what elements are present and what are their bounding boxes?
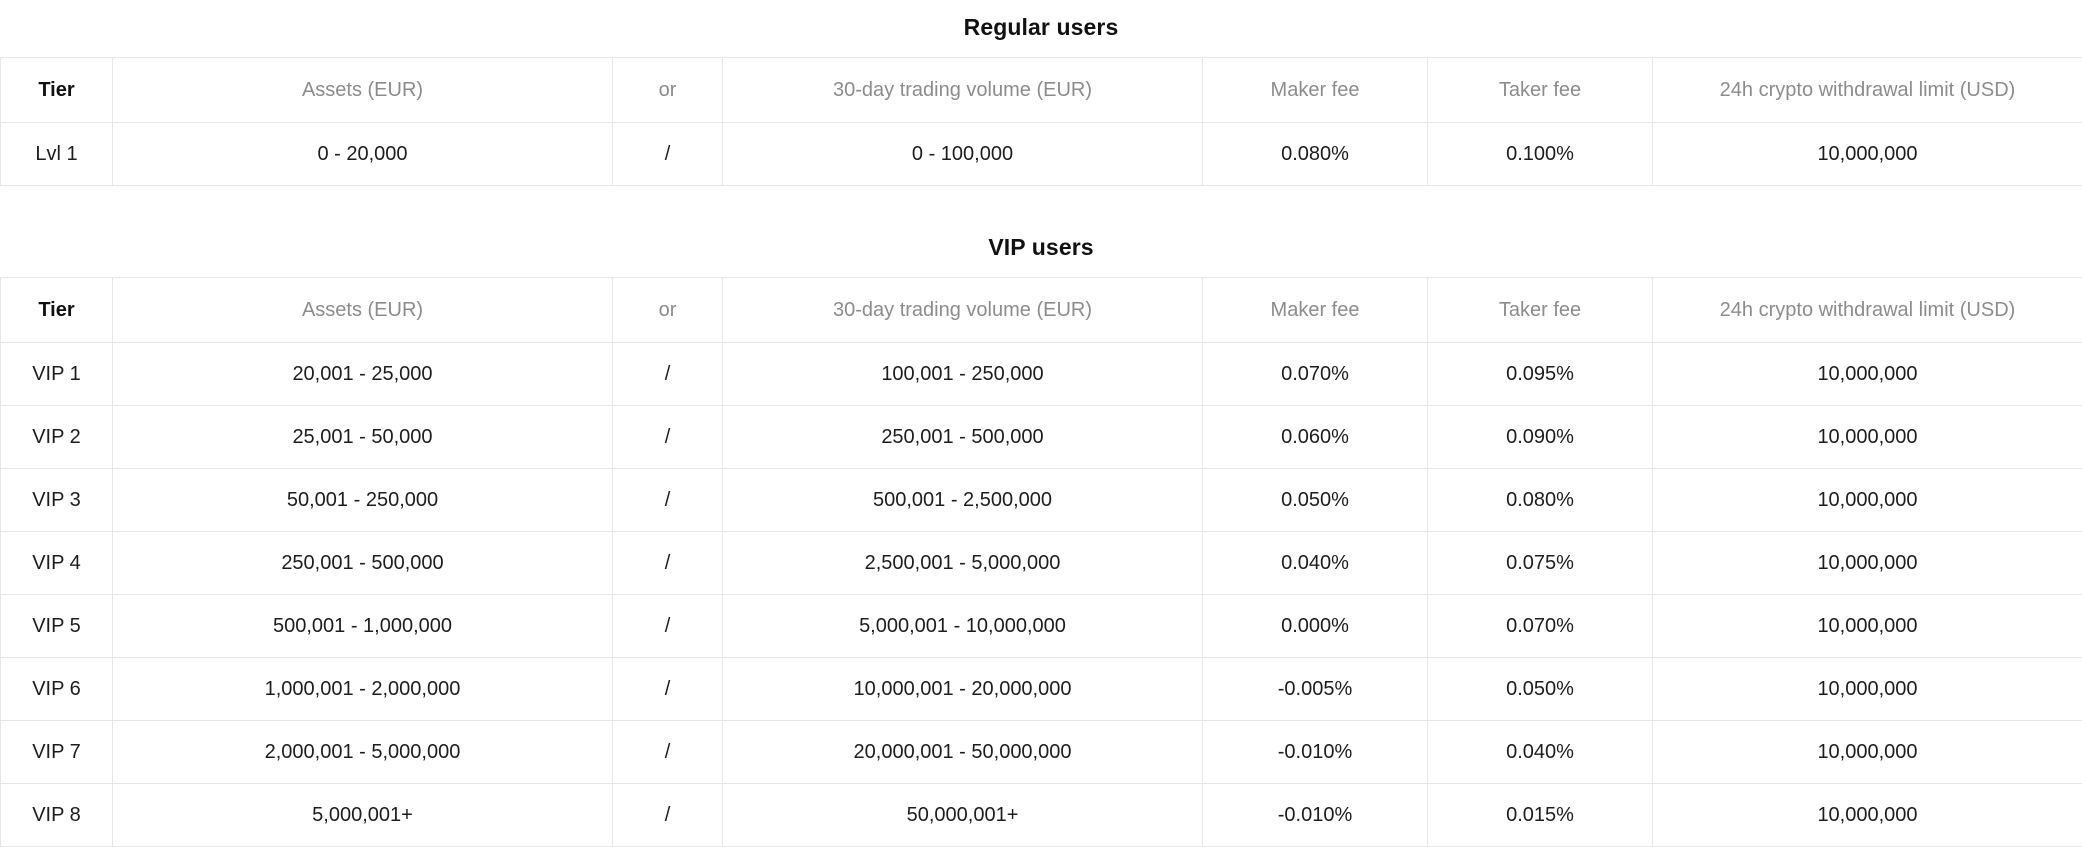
vip-users-caption: VIP users [0,220,2082,277]
table-header-row [1,58,2082,123]
column-header-assets: Assets (EUR) [113,58,613,123]
column-header-withdrawal-limit: 24h crypto withdrawal limit (USD) [1653,278,2082,343]
vip-users-table-block [0,220,2082,847]
cell-taker-fee: 0.095% [1428,343,1653,406]
cell-volume: 2,500,001 - 5,000,000 [723,532,1203,595]
column-header-maker-fee: Maker fee [1203,58,1428,123]
cell-withdrawal-limit: 10,000,000 [1653,406,2082,469]
table-row [1,406,2082,469]
cell-maker-fee: 0.060% [1203,406,1428,469]
table-row [1,784,2082,847]
regular-users-table-head [1,58,2082,123]
cell-maker-fee: 0.070% [1203,343,1428,406]
regular-users-caption: Regular users [0,0,2082,57]
cell-assets: 20,001 - 25,000 [113,343,613,406]
cell-withdrawal-limit: 10,000,000 [1653,595,2082,658]
cell-taker-fee: 0.050% [1428,658,1653,721]
cell-or: / [613,658,723,721]
regular-users-table-block [0,0,2082,186]
cell-assets: 25,001 - 50,000 [113,406,613,469]
column-header-volume: 30-day trading volume (EUR) [723,278,1203,343]
cell-taker-fee: 0.015% [1428,784,1653,847]
cell-tier: Lvl 1 [1,123,113,186]
cell-taker-fee: 0.100% [1428,123,1653,186]
cell-withdrawal-limit: 10,000,000 [1653,721,2082,784]
cell-volume: 0 - 100,000 [723,123,1203,186]
cell-volume: 10,000,001 - 20,000,000 [723,658,1203,721]
cell-or: / [613,123,723,186]
cell-taker-fee: 0.075% [1428,532,1653,595]
vip-users-table [0,277,2082,847]
table-row [1,532,2082,595]
column-header-tier: Tier [1,278,113,343]
cell-taker-fee: 0.070% [1428,595,1653,658]
cell-assets: 1,000,001 - 2,000,000 [113,658,613,721]
cell-maker-fee: -0.010% [1203,784,1428,847]
cell-assets: 5,000,001+ [113,784,613,847]
column-header-or: or [613,58,723,123]
table-row [1,658,2082,721]
column-header-withdrawal-limit: 24h crypto withdrawal limit (USD) [1653,58,2082,123]
cell-assets: 250,001 - 500,000 [113,532,613,595]
cell-or: / [613,469,723,532]
cell-maker-fee: -0.010% [1203,721,1428,784]
cell-volume: 20,000,001 - 50,000,000 [723,721,1203,784]
cell-volume: 250,001 - 500,000 [723,406,1203,469]
cell-or: / [613,784,723,847]
cell-tier: VIP 5 [1,595,113,658]
cell-tier: VIP 1 [1,343,113,406]
cell-assets: 0 - 20,000 [113,123,613,186]
vip-users-table-body [1,343,2082,847]
cell-tier: VIP 6 [1,658,113,721]
column-header-assets: Assets (EUR) [113,278,613,343]
cell-withdrawal-limit: 10,000,000 [1653,343,2082,406]
cell-volume: 5,000,001 - 10,000,000 [723,595,1203,658]
column-header-maker-fee: Maker fee [1203,278,1428,343]
table-row [1,343,2082,406]
table-row [1,595,2082,658]
column-header-volume: 30-day trading volume (EUR) [723,58,1203,123]
cell-or: / [613,406,723,469]
cell-or: / [613,343,723,406]
cell-maker-fee: 0.000% [1203,595,1428,658]
cell-withdrawal-limit: 10,000,000 [1653,784,2082,847]
cell-taker-fee: 0.090% [1428,406,1653,469]
cell-maker-fee: -0.005% [1203,658,1428,721]
cell-withdrawal-limit: 10,000,000 [1653,123,2082,186]
cell-volume: 100,001 - 250,000 [723,343,1203,406]
cell-taker-fee: 0.040% [1428,721,1653,784]
cell-withdrawal-limit: 10,000,000 [1653,532,2082,595]
column-header-tier: Tier [1,58,113,123]
cell-assets: 500,001 - 1,000,000 [113,595,613,658]
regular-users-table-body [1,123,2082,186]
cell-withdrawal-limit: 10,000,000 [1653,658,2082,721]
cell-tier: VIP 3 [1,469,113,532]
cell-tier: VIP 4 [1,532,113,595]
cell-assets: 50,001 - 250,000 [113,469,613,532]
table-header-row [1,278,2082,343]
cell-tier: VIP 2 [1,406,113,469]
cell-or: / [613,595,723,658]
cell-assets: 2,000,001 - 5,000,000 [113,721,613,784]
column-header-or: or [613,278,723,343]
cell-withdrawal-limit: 10,000,000 [1653,469,2082,532]
cell-or: / [613,532,723,595]
cell-tier: VIP 7 [1,721,113,784]
cell-volume: 50,000,001+ [723,784,1203,847]
table-row [1,469,2082,532]
cell-taker-fee: 0.080% [1428,469,1653,532]
cell-maker-fee: 0.050% [1203,469,1428,532]
regular-users-table [0,57,2082,186]
cell-maker-fee: 0.080% [1203,123,1428,186]
cell-or: / [613,721,723,784]
column-header-taker-fee: Taker fee [1428,278,1653,343]
cell-volume: 500,001 - 2,500,000 [723,469,1203,532]
table-row [1,123,2082,186]
vip-users-table-head [1,278,2082,343]
table-row [1,721,2082,784]
cell-maker-fee: 0.040% [1203,532,1428,595]
column-header-taker-fee: Taker fee [1428,58,1653,123]
cell-tier: VIP 8 [1,784,113,847]
